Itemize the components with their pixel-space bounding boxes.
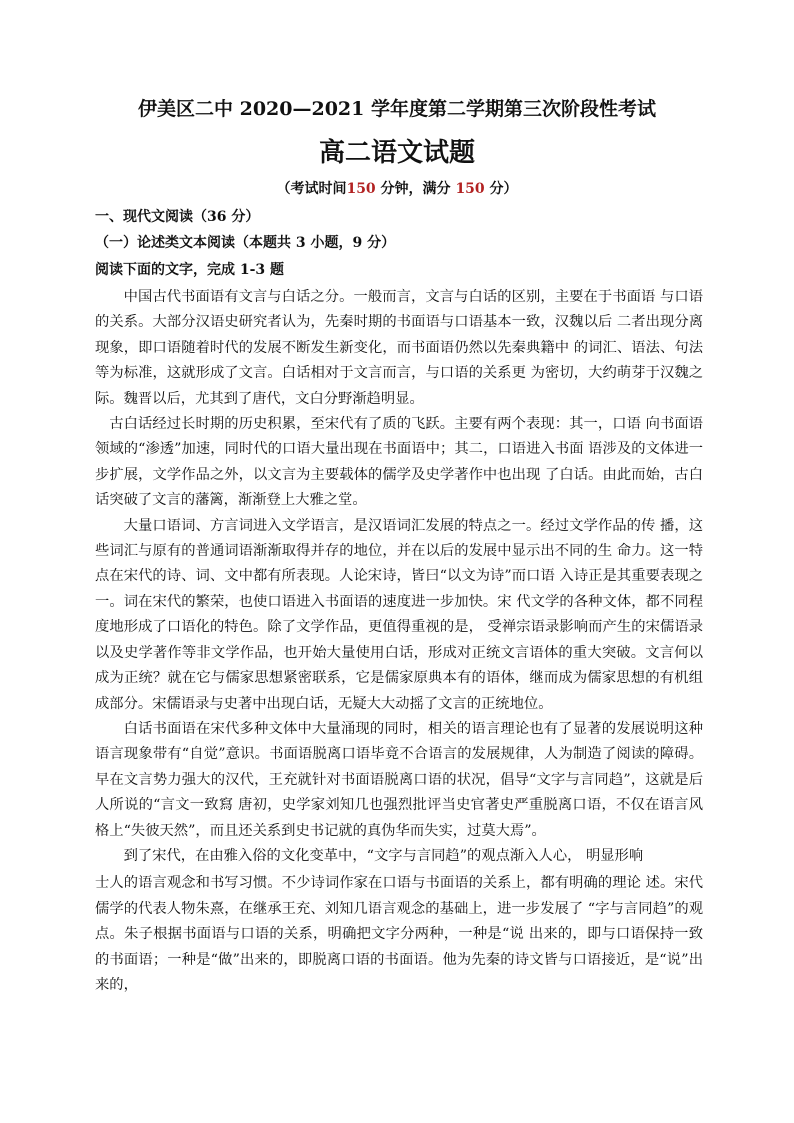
exam-info: [0, 178, 794, 200]
exam-info-mid: 分钟，满分: [375, 181, 456, 197]
passage-paragraph-2: 古白话经过长时期的历史积累，至宋代有了质的飞跃。主要有两个表现：其一，口语 向书面语领域的“渗透”加速，同时代的口语大量出现在书面语中；其二，口语进入书面 语涉及的文体进一步扩展，文学作品之外，以文言为主要载体的儒学及史学著作中也出现 了白话。由此而始，古白话突破了文言的藩篱，渐渐登上大雅之堂。: [95, 416, 703, 509]
reading-passage: [95, 285, 703, 998]
subject-title: 高二语文试题: [318, 138, 475, 168]
reading-instruction: 阅读下面的文字，完成 1-3 题: [95, 262, 285, 278]
passage-paragraph-3: 大量口语词、方言词进入文学语言，是汉语词汇发展的特点之一。经过文学作品的传 播，这些词汇与原有的普通词语渐渐取得并存的地位，并在以后的发展中显示出不同的生 命力。这一特点在宋代的诗、词、文中都有所表现。人论宋诗，皆曰“以文为诗”而口语 入诗正是其重要表现之一。词在宋代的繁荣，也使口语进入书面语的速度进一步加快。宋 代文学的各种文体，都不同程度地形成了口语化的特色。除了文学作品，更值得重视的是， 受禅宗语录影响而产生的宋儒语录以及史学著作等非文学作品，也开始大量使用白话，形成对正统文言语体的重大突破。文言何以成为正统？就在它与儒家思想紧密联系，它是儒家原典本有的语体，继而成为儒家思想的有机组成部分。宋儒语录与史著中出现白话，无疑大大动摇了文言的正统地位。: [95, 517, 703, 712]
exam-info-close: 分）: [484, 181, 518, 197]
exam-title: 伊美区二中 2020—2021 学年度第二学期第三次阶段性考试: [138, 98, 656, 120]
exam-score-value: 150: [455, 181, 485, 197]
passage-paragraph-5: 到了宋代，在由雅入俗的文化变革中，“文字与言同趋”的观点渐入人心， 明显形响: [123, 847, 644, 864]
passage-paragraph-1: 中国古代书面语有文言与白话之分。一般而言，文言与白话的区别，主要在于书面语 与口语的关系。大部分汉语史研究者认为，先秦时期的书面语与口语基本一致，汉魏以后 二者出现分离现象，即口语随着时代的发展不断发生新变化，而书面语仍然以先秦典籍中 的词汇、语法、句法等为标准，这就形成了文言。白话相对于文言而言，与口语的关系更 为密切，大约萌芽于汉魏之际。魏晋以后，尤其到了唐代，文白分野渐趋明显。: [95, 289, 703, 407]
section-heading: 一、现代文阅读（36 分）: [95, 209, 260, 225]
passage-paragraph-4: 白话书面语在宋代多种文体中大量涌现的同时，相关的语言理论也有了显著的发展说明这种语言现象带有“自觉”意识。书面语脱离口语毕竟不合语言的发展规律，人为制造了阅读的障碍。早在文言势力强大的汉代，王充就针对书面语脱离口语的状况，倡导“文字与言同趋”，这就是后人所说的“言文一致寫 唐初，史学家刘知几也强烈批评当史官著史严重脱离口语，不仅在语言风格上“失彼天然”，而且还关系到史书记就的真伪华而失实，过莫大焉”。: [95, 720, 703, 839]
section-subheading: （一）论述类文本阅读（本题共 3 小题，9 分）: [95, 235, 396, 251]
passage-paragraph-6: 士人的语言观念和书写习惯。不少诗词作家在口语与书面语的关系上，都有明确的理论 述。宋代儒学的代表人物朱熹，在继承王充、刘知几语言观念的基础上，进一步发展了 “字与言同趋”的观点。朱子根据书面语与口语的关系，明确把文字分两种，一种是“说 出来的，即与口语保持一致的书面语；一种是“做”出来的，即脱离口语的书面语。他为先秦的诗文皆与口语接近，是“说”出来的，: [95, 875, 703, 993]
exam-time-value: 150: [346, 181, 376, 197]
exam-info-open: （考试时间: [276, 181, 347, 197]
